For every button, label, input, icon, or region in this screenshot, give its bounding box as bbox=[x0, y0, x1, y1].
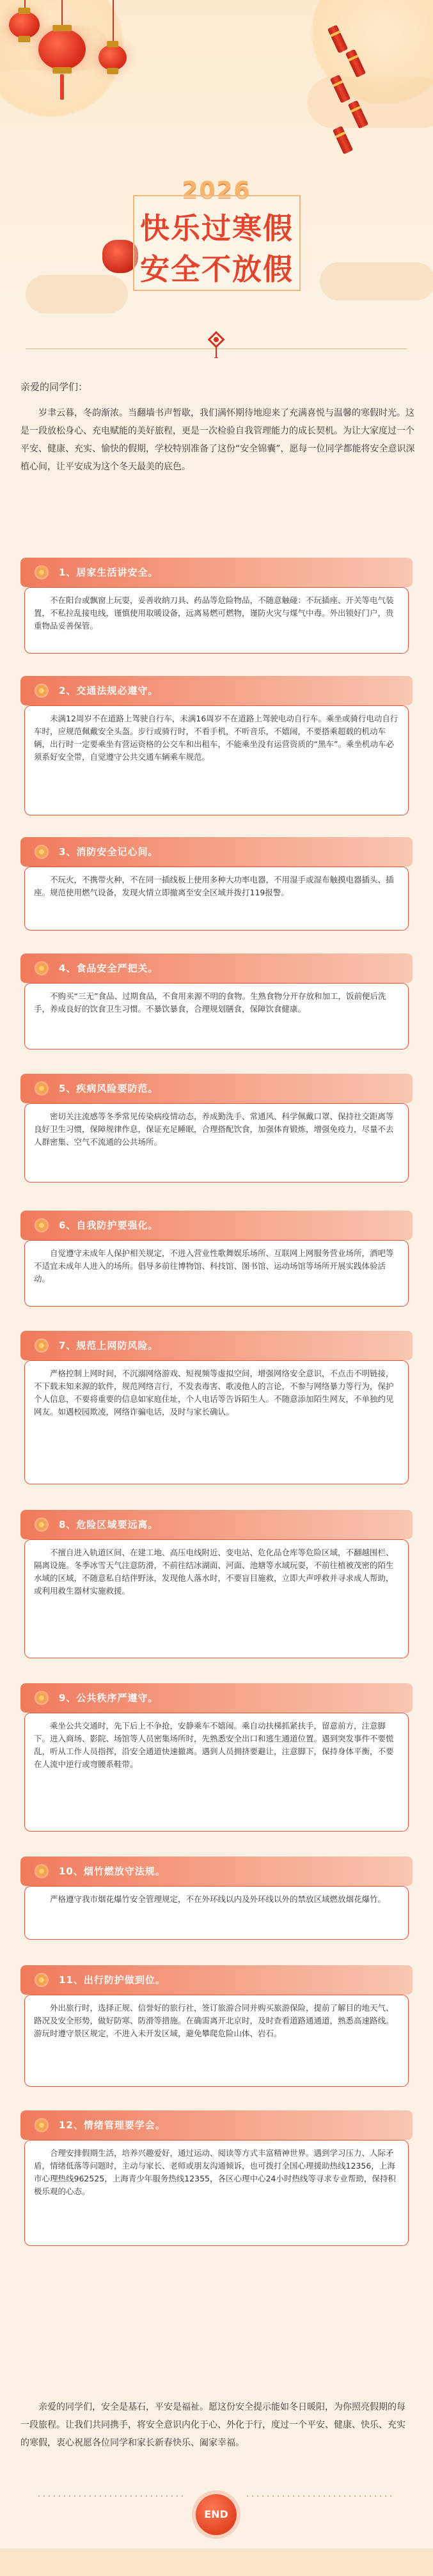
section-content bbox=[24, 705, 409, 815]
section-content bbox=[24, 1713, 409, 1832]
lantern-string bbox=[113, 0, 114, 45]
section-header bbox=[20, 1074, 413, 1103]
hero-title-box bbox=[133, 195, 301, 291]
section-title: 7、规范上网防风险。 bbox=[59, 1340, 159, 1351]
flower-icon bbox=[33, 960, 50, 977]
section-title: 5、疾病风险要防范。 bbox=[59, 1083, 159, 1094]
intro bbox=[20, 379, 417, 476]
cloud-decoration bbox=[26, 275, 128, 313]
greeting: 亲爱的同学们： bbox=[20, 381, 88, 393]
flower-icon bbox=[33, 1217, 50, 1234]
section-title: 1、居家生活讲安全。 bbox=[59, 567, 159, 578]
section-header bbox=[20, 1857, 413, 1886]
hero-title-line2: 安全不放假 bbox=[140, 252, 294, 287]
section-header bbox=[20, 1211, 413, 1240]
section-content bbox=[24, 1240, 409, 1307]
section-text: 不在阳台或飘窗上玩耍，妥善收纳刀具、药品等危险物品，不随意触碰：不玩插座、开关等电气装置，不私拉乱接电线，谨慎使用取暖设备，远离易燃可燃物，谨防火灾与煤气中毒。外出锁好门户，贵重物品妥善保管。 bbox=[34, 595, 394, 631]
flower-icon bbox=[33, 844, 50, 860]
section-text: 不玩火，不携带火种，不在同一插线板上使用多种大功率电器，不用湿手或湿布触摸电器插头、插座。规范使用燃气设备，发现火情立即撤离至安全区域并拨打119报警。 bbox=[34, 875, 394, 897]
section-text: 未满12周岁不在道路上驾驶自行车，未满16周岁不在道路上驾驶电动自行车。乘坐或骑行电动自行车时，应规范佩戴安全头盔。步行或骑行时，不看手机，不听音乐，不嬉闹，不要搭乘超载的机动车辆，出行时一定要乘坐有营运资格的公交车和出租车，不能乘坐没有运营资质的“黑车”。乘坐机动车必须系好安全带，自觉遵守公共交通车辆乘车规范。 bbox=[34, 714, 398, 762]
section-content bbox=[24, 983, 409, 1049]
flower-icon bbox=[33, 1080, 50, 1097]
section-header bbox=[20, 837, 413, 867]
section-text: 密切关注流感等冬季常见传染病疫情动态，养成勤洗手、常通风、科学佩戴口罩、保持社交距离等良好卫生习惯，保障规律作息，保证充足睡眠，合理搭配饮食，加强体育锻炼，增强免疫力，尽量不去人群密集、空气不流通的公共场所。 bbox=[34, 1111, 394, 1147]
outro-text: 亲爱的同学们，安全是基石，平安是福祉。愿这份安全提示能如冬日暖阳，为你照亮假期的每一段旅程。让我们共同携手，将安全意识内化于心、外化于行，度过一个平安、健康、快乐、充实的寒假，衷心祝愿各位同学和家长新春快乐、阖家幸福。 bbox=[20, 2402, 405, 2448]
chinese-knot-icon bbox=[203, 329, 229, 358]
section-header bbox=[20, 676, 413, 705]
outro bbox=[20, 2398, 411, 2452]
section-title: 10、烟竹燃放守法规。 bbox=[59, 1865, 166, 1877]
section-text: 自觉遵守未成年人保护相关规定，不进入营业性歌舞娱乐场所、互联网上网服务营业场所，酒吧等不适宜未成年人进入的场所。倡导多前往博物馆、科技馆、图书馆、运动场馆等场所开展实践体验活动。 bbox=[34, 1248, 394, 1284]
section-text: 严格控制上网时间，不沉溺网络游戏、短视频等虚拟空间，增强网络安全意识，不点击不明链接，不下载未知来源的软件，规范网络言行，不发表毒害、歌凌他人的言论，不参与网络暴力等行为，保护个人信息，不要将重要的信息如家庭住址，个人电话等告诉陌生人。不随意添加陌生网友，不单独约见网友。如遇校园欺凌，网络诈骗电话，及时与家长确认。 bbox=[34, 1369, 394, 1417]
flower-icon bbox=[33, 1972, 50, 1988]
section-title: 12、情绪管理要学会。 bbox=[59, 2119, 166, 2131]
section-header bbox=[20, 1510, 413, 1539]
flower-icon bbox=[33, 1516, 50, 1533]
end-label: END bbox=[204, 2508, 228, 2520]
section-header bbox=[20, 954, 413, 983]
section-text: 合理安排假期生活，培养兴趣爱好，通过运动、阅读等方式丰富精神世界。遇到学习压力、人际矛盾，情绪低落等问题时，主动与家长、老师或朋友沟通倾诉，也可拨打全国心理援助热线12356，上海市心理热线962525，上海青少年服务热线12355，各区心理中心24小时热线等寻求专业帮助，保持积极乐观的心态。 bbox=[34, 2148, 396, 2196]
flower-icon bbox=[33, 1690, 50, 1706]
lantern-tassel bbox=[60, 74, 64, 100]
hero-year: 2026 bbox=[182, 177, 251, 203]
flower-icon bbox=[33, 1337, 50, 1354]
flower-icon bbox=[33, 564, 50, 581]
section-content bbox=[24, 587, 409, 654]
section-title: 2、交通法规必遵守。 bbox=[59, 685, 159, 696]
section-title: 3、消防安全记心间。 bbox=[59, 846, 159, 858]
section-title: 8、危险区域要远离。 bbox=[59, 1519, 159, 1530]
lantern-icon bbox=[98, 45, 127, 70]
footer-decoration bbox=[0, 2549, 433, 2576]
section-header bbox=[20, 1331, 413, 1360]
intro-text: 岁聿云暮，冬韵渐浓。当翻墙书声暂歇，我们满怀期待地迎来了充满喜悦与温馨的寒假时光。这是一段放松身心、充电赋能的美好旅程，更是一次检验自我管理能力的成长契机。为让大家度过一个平安、健康、充实、愉快的假期，学校特别准备了这份“安全锦囊”，愿每一位同学都能将安全意识深植心间，让平安成为这个冬天最美的底色。 bbox=[20, 408, 415, 472]
section-title: 9、公共秩序严遵守。 bbox=[59, 1692, 159, 1704]
flower-icon bbox=[33, 1863, 50, 1880]
flower-icon bbox=[33, 2117, 50, 2133]
lantern-icon bbox=[38, 29, 86, 70]
hero-banner bbox=[0, 0, 433, 358]
section-content bbox=[24, 1995, 409, 2087]
section-text: 外出旅行时，选择正规、信誉好的旅行社，签订旅游合同并购买旅游保险，提前了解目的地天气、路况及安全形势，做好防寒、防滑等措施。在确需离开北京时，及时查看道路通通道，熟悉高速路线。游玩时遵守景区规定，不进入未开发区域，避免攀爬危险山体、岩石。 bbox=[34, 2003, 394, 2038]
flower-icon bbox=[33, 682, 50, 699]
section-content bbox=[24, 2140, 409, 2246]
section-title: 4、食品安全严把关。 bbox=[59, 962, 159, 974]
section-title: 6、自我防护要强化。 bbox=[59, 1220, 159, 1231]
section-content bbox=[24, 1539, 409, 1658]
section-text: 乘坐公共交通时，先下后上不争抢，安静乘车不嬉闹。乘自动扶梯抓紧扶手，留意前方，注意脚下。进入商场、影院、场馆等人员密集场所时，先熟悉安全出口和逃生通道位置。遇到突发事件不要慌乱，听从工作人员指挥，沿安全通道快速撤离。遇到人员拥挤要避让，注意脚下，保持身体平衡，不要在人流中逆行或弯腰系鞋带。 bbox=[34, 1721, 394, 1769]
section-header bbox=[20, 2110, 413, 2140]
hero-title-line1: 快乐过寒假 bbox=[140, 211, 294, 246]
firecracker-icon bbox=[333, 126, 353, 155]
section-content bbox=[24, 1886, 409, 1940]
section-text: 严格遵守我市烟花爆竹安全管理规定，不在外环线以内及外环线以外的禁放区域燃放烟花爆竹。 bbox=[50, 1894, 386, 1904]
cloud-decoration bbox=[320, 262, 433, 301]
section-text: 不擅自进入轨道区间、在建工地、高压电线附近、变电站、危化品仓库等危险区域，不翻越围栏、隔离设施。冬季冰雪天气注意防滑，不前往结冰湖面、河面、池塘等水域玩耍，不前往植被茂密的陌生水域的区域，不随意私自结伴野泳，发现他人落水时，不要盲目施救，立即大声呼救并寻求成人帮助，或利用救生器材实施救援。 bbox=[34, 1548, 394, 1596]
section-header bbox=[20, 1683, 413, 1713]
section-text: 不购买“三无”食品、过期食品，不食用来源不明的食物。生熟食物分开存放和加工，饭前便后洗手，养成良好的饮食卫生习惯。不暴饮暴食，合理规划膳食，保障饮食健康。 bbox=[34, 991, 386, 1014]
lantern-icon bbox=[9, 12, 40, 38]
section-title: 11、出行防护做到位。 bbox=[59, 1974, 166, 1986]
section-header bbox=[20, 558, 413, 587]
end-badge bbox=[196, 2494, 237, 2535]
section-content bbox=[24, 867, 409, 931]
section-header bbox=[20, 1965, 413, 1995]
section-content bbox=[24, 1103, 409, 1182]
section-content bbox=[24, 1360, 409, 1484]
